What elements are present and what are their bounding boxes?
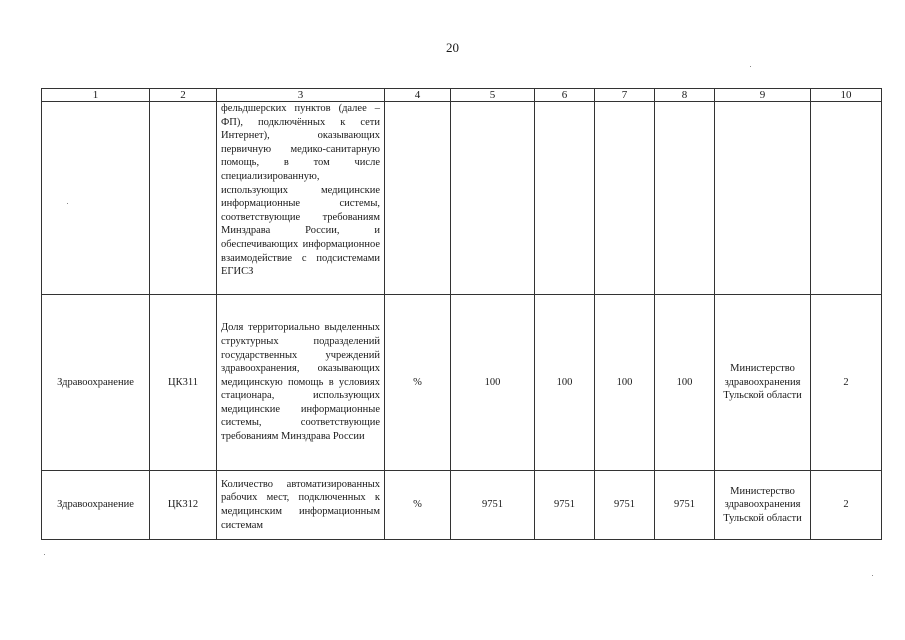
column-header: 8 (655, 89, 715, 102)
value-cell (811, 102, 882, 295)
unit-cell: % (385, 295, 451, 471)
page-number: 20 (446, 40, 459, 55)
description-cell: Количество автоматизированных рабочих мест, подключенных к медицинским информационным системам (217, 471, 385, 540)
description-cell: фельдшерских пунктов (далее – ФП), подключённых к сети Интернет), оказывающих первичную медико-санитарную помощь, в том числе специализированную, использующих медицинские информационные системы, соответствующие требованиям Минздрава России, и обеспечивающих информационное взаимодействие с подсистемами ЕГИСЗ (217, 102, 385, 295)
value-cell (535, 102, 595, 295)
value-cell: 9751 (595, 471, 655, 540)
column-header: 2 (150, 89, 217, 102)
column-header: 5 (451, 89, 535, 102)
table-row (42, 102, 882, 295)
sector-cell: Здравоохранение (42, 295, 150, 471)
column-header: 7 (595, 89, 655, 102)
sector-cell (42, 102, 150, 295)
unit-cell (385, 102, 451, 295)
table-row (42, 295, 882, 471)
column-header: 9 (715, 89, 811, 102)
code-cell: ЦК311 (150, 295, 217, 471)
value-cell (595, 102, 655, 295)
responsible-cell (715, 102, 811, 295)
value-cell: 2 (811, 471, 882, 540)
column-header: 10 (811, 89, 882, 102)
value-cell: 100 (655, 295, 715, 471)
table-header-row (42, 89, 882, 102)
code-cell: ЦК312 (150, 471, 217, 540)
value-cell: 100 (451, 295, 535, 471)
column-header: 6 (535, 89, 595, 102)
table-row (42, 471, 882, 540)
value-cell (451, 102, 535, 295)
code-cell (150, 102, 217, 295)
responsible-cell: Министерство здравоохранения Тульской области (715, 295, 811, 471)
column-header: 1 (42, 89, 150, 102)
sector-cell: Здравоохранение (42, 471, 150, 540)
responsible-cell: Министерство здравоохранения Тульской области (715, 471, 811, 540)
value-cell: 2 (811, 295, 882, 471)
scan-speck (67, 203, 68, 204)
description-cell: Доля территориально выделенных структурных подразделений государственных учреждений здравоохранения, оказывающих медицинскую помощь в условиях стационара, использующих медицинские информационные системы, соответствующие требованиям Минздрава России (217, 295, 385, 471)
value-cell: 9751 (655, 471, 715, 540)
value-cell: 100 (535, 295, 595, 471)
column-header: 4 (385, 89, 451, 102)
column-header: 3 (217, 89, 385, 102)
value-cell: 100 (595, 295, 655, 471)
value-cell: 9751 (535, 471, 595, 540)
scan-speck (750, 66, 751, 67)
indicators-table (41, 88, 882, 540)
unit-cell: % (385, 471, 451, 540)
scan-speck (872, 575, 873, 576)
value-cell: 9751 (451, 471, 535, 540)
value-cell (655, 102, 715, 295)
scan-speck (44, 554, 45, 555)
